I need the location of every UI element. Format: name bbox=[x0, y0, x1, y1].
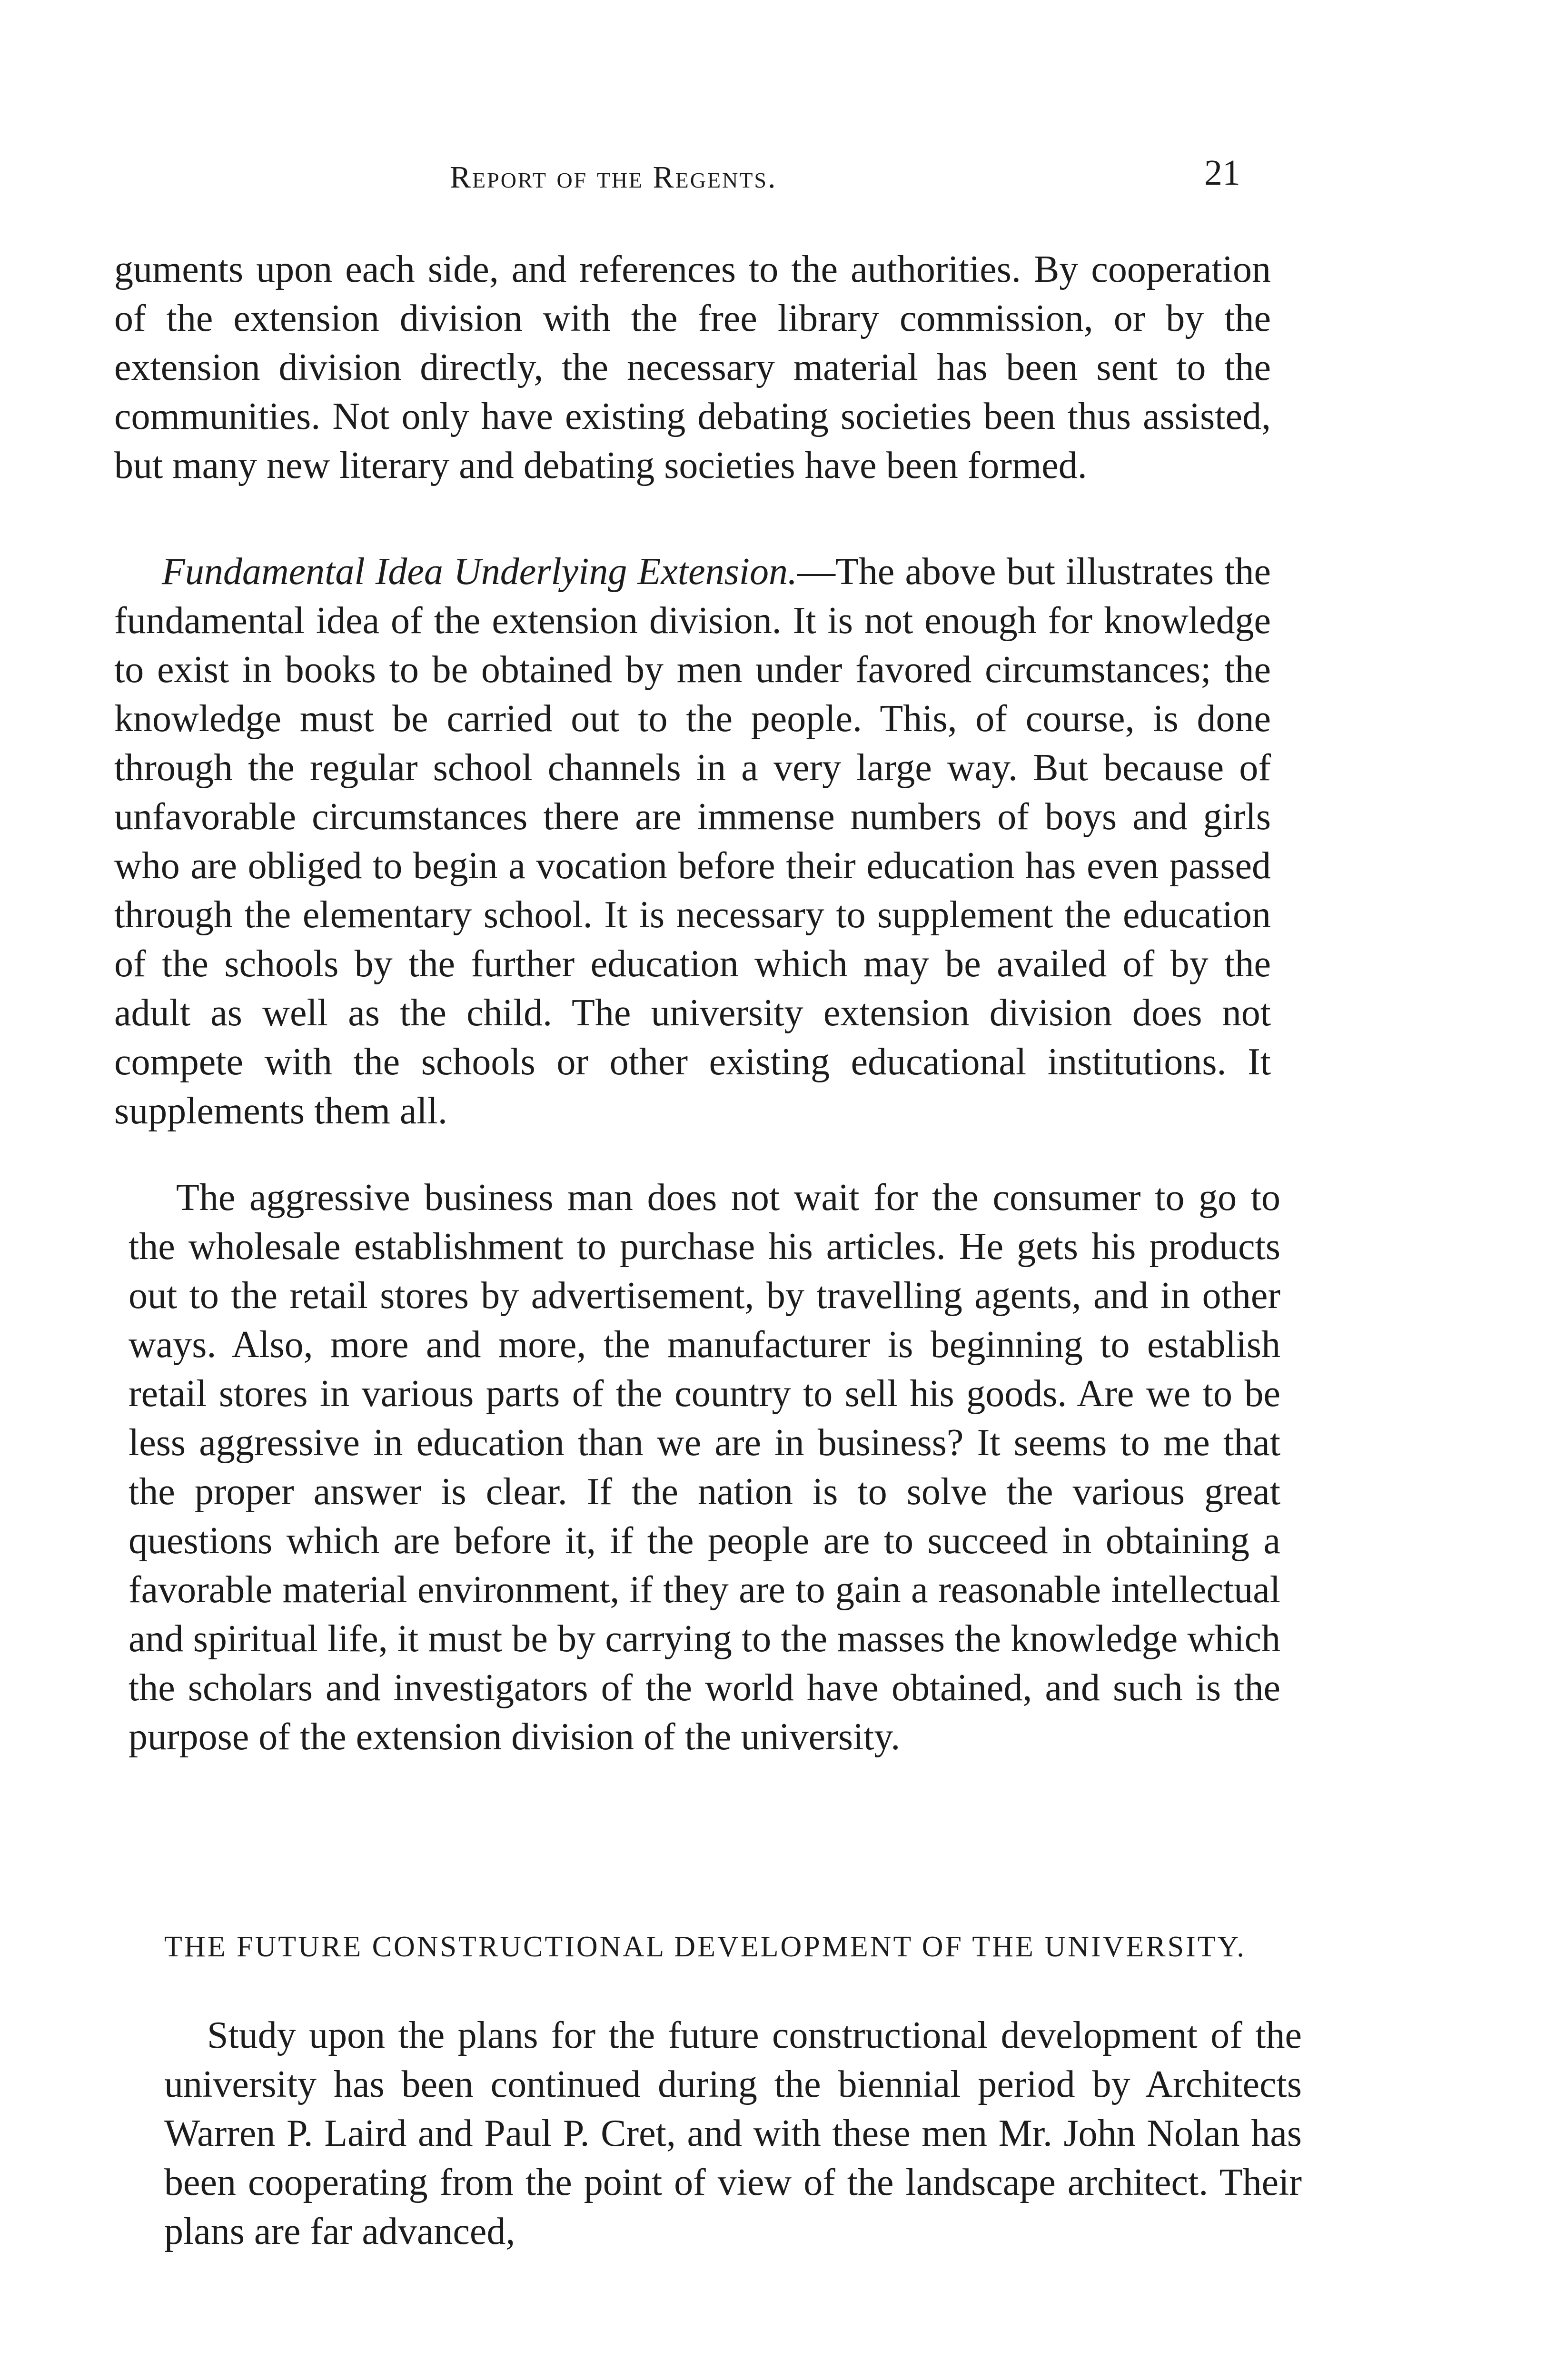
running-header-title: Report of the Regents. bbox=[450, 160, 777, 195]
paragraph-debating-societies: guments upon each side, and references to the authorities. By cooperation of the extension division with the free library commission, or by the extension division directly, the necessary material has been sent to the communities. Not only have existing debating societies been thus assisted, but many new literary and debating societies have been formed. bbox=[114, 248, 1271, 486]
paragraph-fundamental-idea-body: —The above but illustrates the fundamental idea of the extension division. It is not enough for knowledge to exist in books to be obtained by men under favored circumstances; the knowledge must be carried out to the people. This, of course, is done through the regular school channels in a very large way. But because of unfavorable circumstances there are immense numbers of boys and girls who are obliged to begin a vocation before their education has even passed through the elementary school. It is necessary to supplement the education of the schools by the further education which may be availed of by the adult as well as the child. The university extension division does not compete with the schools or other existing educational institutions. It supplements them all. bbox=[114, 551, 1271, 1132]
section-heading: THE FUTURE CONSTRUCTIONAL DEVELOPMENT OF THE UNIVERSITY. bbox=[164, 1931, 1246, 1963]
paragraph-constructional-plans: Study upon the plans for the future constructional development of the university has been continued during the biennial period by Architects Warren P. Laird and Paul P. Cret, and with these men Mr. John Nolan has been cooperating from the point of view of the landscape architect. Their plans are far advanced, bbox=[164, 2014, 1302, 2252]
paragraph-inline-heading: Fundamental Idea Underlying Extension. bbox=[162, 551, 798, 593]
page-number: 21 bbox=[1204, 153, 1240, 193]
paragraph-fundamental-idea bbox=[114, 547, 1271, 1136]
paragraph-aggressive-business: The aggressive business man does not wait for the consumer to go to the wholesale establishment to purchase his articles. He gets his products out to the retail stores by advertisement, by travelling agents, and in other ways. Also, more and more, the manufacturer is beginning to establish retail stores in various parts of the country to sell his goods. Are we to be less aggressive in education than we are in business? It seems to me that the proper answer is clear. If the nation is to solve the various great questions which are before it, if the people are to succeed in obtaining a favorable material environment, if they are to gain a reasonable intellectual and spiritual life, it must be by carrying to the masses the knowledge which the scholars and investigators of the world have obtained, and such is the purpose of the extension division of the university. bbox=[129, 1177, 1280, 1758]
